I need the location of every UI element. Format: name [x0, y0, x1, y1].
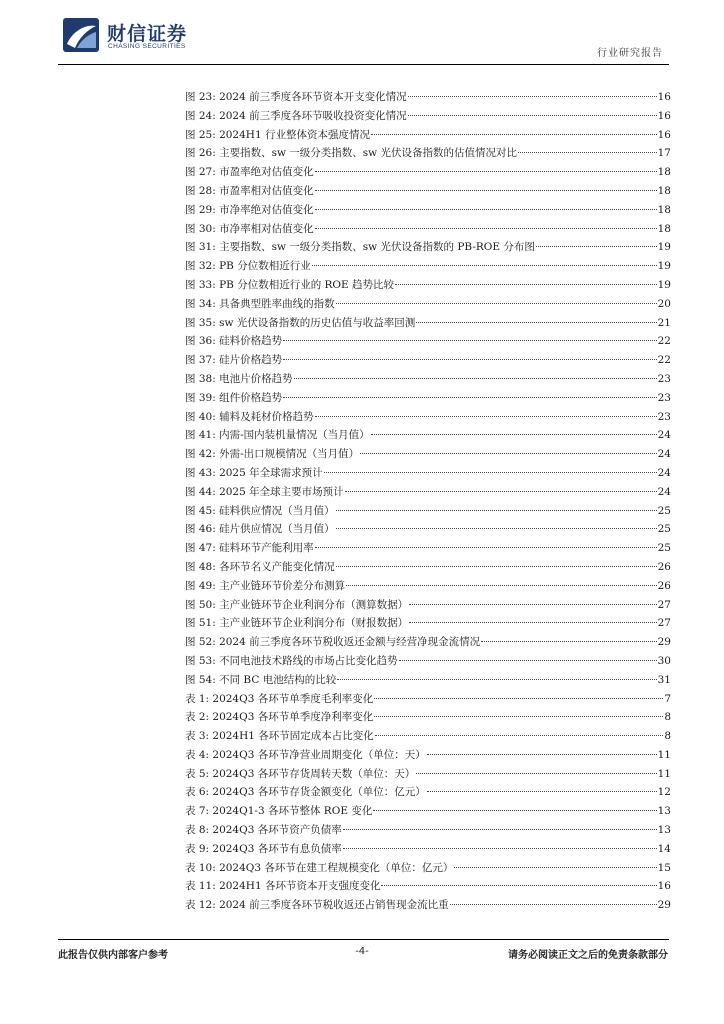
- toc-entry-label: 图 30: 市净率相对估值变化: [185, 222, 314, 235]
- toc-leader-dots: [416, 322, 656, 323]
- toc-leader-dots: [315, 209, 657, 210]
- toc-entry-page: 19: [657, 241, 671, 254]
- toc-entry-page: 31: [657, 673, 671, 686]
- page-number: -4-: [355, 946, 369, 957]
- toc-entry[interactable]: [185, 445, 671, 464]
- toc-leader-dots: [336, 510, 657, 511]
- table-of-contents: [185, 88, 671, 915]
- toc-leader-dots: [395, 284, 657, 285]
- toc-entry-label: 图 43: 2025 年全球需求预计: [185, 466, 323, 479]
- toc-entry-label: 图 46: 硅片供应情况（当月值）: [185, 523, 335, 536]
- toc-entry-page: 30: [657, 654, 671, 667]
- header-divider: [58, 64, 669, 65]
- toc-entry-label: 图 51: 主产业链环节企业利润分布（财报数据）: [185, 617, 409, 630]
- toc-entry-label: 表 11: 2024H1 各环节资本开支强度变化: [185, 880, 381, 893]
- toc-entry[interactable]: [185, 238, 671, 257]
- toc-entry-page: 11: [657, 748, 671, 761]
- toc-entry-page: 26: [657, 560, 671, 573]
- toc-entry[interactable]: [185, 502, 671, 521]
- toc-entry-label: 表 8: 2024Q3 各环节资产负债率: [185, 824, 342, 837]
- toc-leader-dots: [294, 378, 657, 379]
- toc-entry-label: 图 24: 2024 前三季度各环节吸收投资变化情况: [185, 109, 407, 122]
- toc-entry-page: 25: [657, 523, 671, 536]
- toc-leader-dots: [416, 773, 656, 774]
- toc-entry-label: 表 10: 2024Q3 各环节在建工程规模变化（单位：亿元）: [185, 861, 454, 874]
- toc-entry-page: 18: [657, 203, 671, 216]
- toc-entry-label: 表 2: 2024Q3 各环节单季度净利率变化: [185, 711, 374, 724]
- toc-entry-page: 15: [657, 861, 671, 874]
- toc-entry-page: 23: [657, 372, 671, 385]
- toc-entry[interactable]: [185, 859, 671, 878]
- toc-leader-dots: [336, 566, 657, 567]
- toc-entry-page: 18: [657, 184, 671, 197]
- toc-entry-label: 表 1: 2024Q3 各环节单季度毛利率变化: [185, 692, 374, 705]
- toc-entry-label: 图 44: 2025 年全球主要市场预计: [185, 485, 344, 498]
- toc-entry[interactable]: [185, 539, 671, 558]
- toc-leader-dots: [374, 716, 663, 717]
- toc-entry-page: 25: [657, 504, 671, 517]
- toc-entry[interactable]: [185, 332, 671, 351]
- toc-entry-label: 图 53: 不同电池技术路线的市场占比变化趋势: [185, 654, 398, 667]
- toc-entry-label: 图 35: sw 光伏设备指数的历史估值与收益率回测: [185, 316, 416, 329]
- footer-disclaimer-right: 请务必阅读正文之后的免责条款部分: [508, 950, 668, 961]
- toc-entry-label: 图 54: 不同 BC 电池结构的比较: [185, 673, 337, 686]
- toc-entry-page: 11: [657, 767, 671, 780]
- toc-entry-label: 表 6: 2024Q3 各环节存货金额变化（单位：亿元）: [185, 786, 426, 799]
- toc-leader-dots: [454, 867, 656, 868]
- toc-entry-label: 图 34: 具备典型胜率曲线的指数: [185, 297, 335, 310]
- toc-leader-dots: [343, 829, 657, 830]
- toc-entry-label: 图 28: 市盈率相对估值变化: [185, 184, 314, 197]
- toc-entry[interactable]: [185, 690, 671, 709]
- toc-leader-dots: [481, 641, 656, 642]
- toc-leader-dots: [315, 228, 657, 229]
- toc-entry[interactable]: [185, 558, 671, 577]
- toc-leader-dots: [324, 472, 657, 473]
- toc-entry[interactable]: [185, 464, 671, 483]
- toc-leader-dots: [450, 904, 657, 905]
- toc-entry-label: 图 25: 2024H1 行业整体资本强度情况: [185, 128, 370, 141]
- toc-entry-page: 12: [657, 786, 671, 799]
- toc-leader-dots: [381, 885, 656, 886]
- toc-leader-dots: [409, 604, 657, 605]
- toc-entry[interactable]: [185, 370, 671, 389]
- toc-leader-dots: [373, 810, 656, 811]
- toc-entry[interactable]: [185, 182, 671, 201]
- toc-entry-label: 图 31: 主要指数、sw 一级分类指数、sw 光伏设备指数的 PB-ROE 分布图: [185, 241, 535, 254]
- toc-entry-page: 17: [657, 147, 671, 160]
- toc-leader-dots: [371, 134, 657, 135]
- toc-entry[interactable]: [185, 220, 671, 239]
- toc-entry-page: 19: [657, 278, 671, 291]
- toc-entry-label: 图 52: 2024 前三季度各环节税收返还金额与经营净现金流情况: [185, 636, 481, 649]
- toc-entry[interactable]: [185, 765, 671, 784]
- toc-entry[interactable]: [185, 614, 671, 633]
- toc-entry-label: 图 26: 主要指数、sw 一级分类指数、sw 光伏设备指数的估值情况对比: [185, 147, 517, 160]
- toc-entry-label: 图 40: 辅料及耗材价格趋势: [185, 410, 314, 423]
- toc-entry-label: 图 50: 主产业链环节企业利润分布（测算数据）: [185, 598, 409, 611]
- toc-entry-label: 图 45: 硅料供应情况（当月值）: [185, 504, 335, 517]
- toc-entry[interactable]: [185, 389, 671, 408]
- toc-entry[interactable]: [185, 802, 671, 821]
- toc-entry-page: 23: [657, 410, 671, 423]
- toc-entry-page: 24: [657, 429, 671, 442]
- toc-entry-page: 13: [657, 824, 671, 837]
- toc-entry-page: 16: [657, 109, 671, 122]
- toc-entry-label: 图 23: 2024 前三季度各环节资本开支变化情况: [185, 91, 407, 103]
- toc-entry-label: 图 42: 外需-出口规模情况（当月值）: [185, 448, 360, 461]
- toc-entry[interactable]: [185, 783, 671, 802]
- toc-entry-page: 27: [657, 598, 671, 611]
- toc-entry[interactable]: [185, 671, 671, 690]
- toc-entry-label: 表 7: 2024Q1-3 各环节整体 ROE 变化: [185, 805, 373, 818]
- toc-leader-dots: [346, 585, 657, 586]
- toc-leader-dots: [343, 848, 657, 849]
- chasing-logo-icon: [63, 18, 99, 52]
- toc-leader-dots: [427, 754, 657, 755]
- toc-entry-page: 26: [657, 579, 671, 592]
- toc-entry[interactable]: [185, 295, 671, 314]
- toc-entry[interactable]: [185, 351, 671, 370]
- toc-entry-page: 8: [664, 711, 671, 724]
- toc-entry[interactable]: [185, 314, 671, 333]
- toc-entry-page: 18: [657, 166, 671, 179]
- toc-leader-dots: [374, 698, 663, 699]
- toc-entry[interactable]: [185, 163, 671, 182]
- toc-entry[interactable]: [185, 126, 671, 145]
- toc-entry[interactable]: [185, 88, 671, 107]
- toc-entry[interactable]: [185, 840, 671, 859]
- toc-leader-dots: [315, 190, 657, 191]
- footer-disclaimer-left: 此报告仅供内部客户参考: [58, 950, 168, 961]
- toc-leader-dots: [409, 622, 657, 623]
- toc-entry-page: 16: [657, 880, 671, 893]
- toc-entry-page: 13: [657, 805, 671, 818]
- toc-entry-page: 8: [664, 730, 671, 743]
- toc-entry[interactable]: [185, 652, 671, 671]
- toc-leader-dots: [336, 303, 657, 304]
- toc-entry[interactable]: [185, 746, 671, 765]
- toc-entry[interactable]: [185, 727, 671, 746]
- toc-leader-dots: [315, 171, 657, 172]
- footer-divider: [58, 939, 669, 940]
- toc-entry[interactable]: [185, 896, 671, 915]
- toc-entry-label: 图 39: 组件价格趋势: [185, 391, 283, 404]
- toc-leader-dots: [345, 491, 657, 492]
- logo-text-en: CHASING SECURITIES: [108, 43, 186, 50]
- toc-entry[interactable]: [185, 596, 671, 615]
- toc-entry-label: 图 29: 市净率绝对估值变化: [185, 203, 314, 216]
- toc-entry-label: 图 37: 硅片价格趋势: [185, 354, 283, 367]
- toc-entry[interactable]: [185, 633, 671, 652]
- toc-entry-label: 表 12: 2024 前三季度各环节税收返还占销售现金流比重: [185, 899, 449, 912]
- toc-entry-label: 图 38: 电池片价格趋势: [185, 372, 293, 385]
- page-header: [0, 0, 724, 70]
- toc-entry-page: 7: [664, 692, 671, 705]
- toc-leader-dots: [283, 340, 657, 341]
- toc-leader-dots: [283, 397, 657, 398]
- toc-entry[interactable]: [185, 483, 671, 502]
- toc-entry-label: 图 32: PB 分位数相近行业: [185, 260, 311, 273]
- toc-leader-dots: [518, 152, 657, 153]
- toc-entry-label: 表 3: 2024H1 各环节固定成本占比变化: [185, 730, 374, 743]
- toc-entry-page: 24: [657, 485, 671, 498]
- toc-entry-label: 图 36: 硅料价格趋势: [185, 335, 283, 348]
- toc-entry[interactable]: [185, 144, 671, 163]
- toc-entry-label: 表 4: 2024Q3 各环节净营业周期变化（单位：天）: [185, 748, 426, 761]
- toc-leader-dots: [399, 660, 657, 661]
- toc-leader-dots: [408, 96, 657, 97]
- toc-entry-page: 27: [657, 617, 671, 630]
- toc-entry[interactable]: [185, 520, 671, 539]
- toc-entry-page: 24: [657, 466, 671, 479]
- toc-entry-label: 图 41: 内需-国内装机量情况（当月值）: [185, 429, 370, 442]
- toc-leader-dots: [312, 265, 657, 266]
- logo-text-cn: 财信证券: [107, 23, 188, 45]
- toc-leader-dots: [315, 416, 657, 417]
- toc-leader-dots: [408, 115, 657, 116]
- toc-leader-dots: [315, 547, 657, 548]
- toc-leader-dots: [337, 679, 656, 680]
- toc-entry[interactable]: [185, 877, 671, 896]
- toc-entry-label: 表 5: 2024Q3 各环节存货周转天数（单位：天）: [185, 767, 416, 780]
- toc-leader-dots: [375, 735, 664, 736]
- toc-entry-page: 18: [657, 222, 671, 235]
- toc-entry-page: 25: [657, 542, 671, 555]
- toc-entry-label: 图 48: 各环节名义产能变化情况: [185, 560, 335, 573]
- toc-entry[interactable]: [185, 426, 671, 445]
- toc-entry-label: 图 27: 市盈率绝对估值变化: [185, 166, 314, 179]
- company-logo: [63, 18, 223, 52]
- toc-entry[interactable]: [185, 708, 671, 727]
- toc-entry[interactable]: [185, 577, 671, 596]
- toc-leader-dots: [427, 791, 657, 792]
- toc-entry-page: 21: [657, 316, 671, 329]
- toc-leader-dots: [360, 453, 657, 454]
- toc-entry[interactable]: [185, 201, 671, 220]
- toc-entry[interactable]: [185, 276, 671, 295]
- toc-entry-label: 图 33: PB 分位数相近行业的 ROE 趋势比较: [185, 278, 395, 291]
- document-type: 行业研究报告: [597, 48, 663, 59]
- toc-entry-page: 19: [657, 260, 671, 273]
- toc-entry-page: 23: [657, 391, 671, 404]
- toc-leader-dots: [371, 434, 657, 435]
- toc-leader-dots: [283, 359, 657, 360]
- toc-entry[interactable]: [185, 107, 671, 126]
- toc-entry[interactable]: [185, 821, 671, 840]
- toc-entry-page: 20: [657, 297, 671, 310]
- toc-entry[interactable]: [185, 408, 671, 427]
- toc-entry-page: 14: [657, 842, 671, 855]
- toc-entry-page: 22: [657, 335, 671, 348]
- toc-entry-page: 22: [657, 354, 671, 367]
- toc-entry-page: 29: [657, 899, 671, 912]
- toc-entry[interactable]: [185, 257, 671, 276]
- toc-leader-dots: [536, 246, 657, 247]
- toc-entry-page: 24: [657, 448, 671, 461]
- toc-entry-page: 16: [657, 128, 671, 141]
- toc-entry-label: 表 9: 2024Q3 各环节有息负债率: [185, 842, 342, 855]
- toc-entry-page: 16: [657, 91, 671, 103]
- toc-entry-label: 图 49: 主产业链环节价差分布测算: [185, 579, 346, 592]
- toc-leader-dots: [336, 528, 657, 529]
- toc-entry-page: 29: [657, 636, 671, 649]
- toc-entry-label: 图 47: 硅料环节产能利用率: [185, 542, 314, 555]
